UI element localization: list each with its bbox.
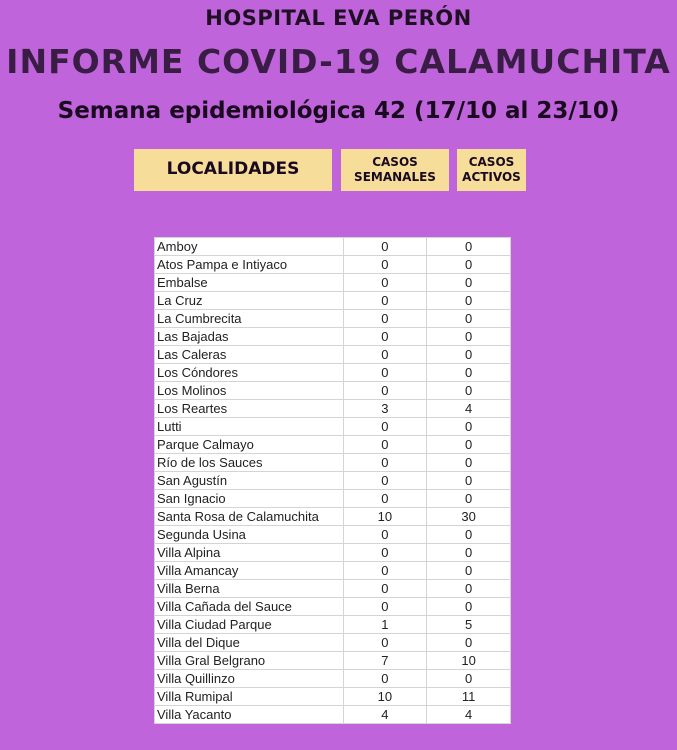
- localidad-cell: Villa Ciudad Parque: [155, 616, 344, 634]
- casos-activos-cell: 0: [427, 382, 511, 400]
- table-row: [155, 688, 511, 706]
- localidad-cell: Villa Gral Belgrano: [155, 652, 344, 670]
- casos-activos-cell: 0: [427, 670, 511, 688]
- localidad-cell: Villa Berna: [155, 580, 344, 598]
- localidad-cell: Amboy: [155, 238, 344, 256]
- casos-semanales-cell: 0: [343, 670, 427, 688]
- casos-semanales-cell: 0: [343, 454, 427, 472]
- table-row: [155, 634, 511, 652]
- casos-activos-cell: 4: [427, 400, 511, 418]
- table-row: [155, 238, 511, 256]
- casos-semanales-cell: 3: [343, 400, 427, 418]
- casos-activos-cell: 0: [427, 544, 511, 562]
- cases-table: [154, 237, 511, 724]
- casos-semanales-cell: 0: [343, 382, 427, 400]
- localidad-cell: Lutti: [155, 418, 344, 436]
- table-row: [155, 490, 511, 508]
- table-row: [155, 616, 511, 634]
- table-row: [155, 418, 511, 436]
- localidad-cell: Villa Alpina: [155, 544, 344, 562]
- localidad-cell: La Cruz: [155, 292, 344, 310]
- casos-semanales-cell: 10: [343, 508, 427, 526]
- casos-semanales-cell: 0: [343, 274, 427, 292]
- table-row: [155, 706, 511, 724]
- table-row: [155, 400, 511, 418]
- casos-semanales-cell: 0: [343, 436, 427, 454]
- casos-activos-cell: 4: [427, 706, 511, 724]
- casos-semanales-cell: 0: [343, 634, 427, 652]
- casos-activos-cell: 11: [427, 688, 511, 706]
- table-row: [155, 328, 511, 346]
- table-row: [155, 472, 511, 490]
- table-row: [155, 598, 511, 616]
- casos-semanales-cell: 7: [343, 652, 427, 670]
- casos-activos-cell: 10: [427, 652, 511, 670]
- casos-activos-cell: 0: [427, 490, 511, 508]
- table-row: [155, 292, 511, 310]
- localidad-cell: San Ignacio: [155, 490, 344, 508]
- casos-activos-cell: 0: [427, 472, 511, 490]
- table-row: [155, 562, 511, 580]
- table-row: [155, 256, 511, 274]
- localidad-cell: Los Molinos: [155, 382, 344, 400]
- casos-semanales-cell: 0: [343, 418, 427, 436]
- casos-activos-cell: 0: [427, 310, 511, 328]
- localidad-cell: Las Bajadas: [155, 328, 344, 346]
- table-row: [155, 526, 511, 544]
- table-row: [155, 436, 511, 454]
- casos-activos-cell: 0: [427, 418, 511, 436]
- casos-activos-cell: 0: [427, 256, 511, 274]
- localidad-cell: Los Reartes: [155, 400, 344, 418]
- casos-semanales-cell: 0: [343, 544, 427, 562]
- week-subtitle: Semana epidemiológica 42 (17/10 al 23/10): [57, 98, 620, 124]
- casos-semanales-cell: 4: [343, 706, 427, 724]
- column-header-localidades: LOCALIDADES: [134, 149, 332, 191]
- localidad-cell: Villa del Dique: [155, 634, 344, 652]
- localidad-cell: Villa Yacanto: [155, 706, 344, 724]
- localidad-cell: Villa Amancay: [155, 562, 344, 580]
- table-row: [155, 652, 511, 670]
- localidad-cell: Santa Rosa de Calamuchita: [155, 508, 344, 526]
- localidad-cell: San Agustín: [155, 472, 344, 490]
- casos-semanales-cell: 0: [343, 490, 427, 508]
- column-header-casos-semanales: CASOS SEMANALES: [341, 149, 449, 191]
- casos-activos-cell: 0: [427, 346, 511, 364]
- localidad-cell: Villa Quillinzo: [155, 670, 344, 688]
- casos-activos-cell: 0: [427, 580, 511, 598]
- table-row: [155, 580, 511, 598]
- table-row: [155, 310, 511, 328]
- casos-semanales-cell: 10: [343, 688, 427, 706]
- localidad-cell: Los Cóndores: [155, 364, 344, 382]
- localidad-cell: Parque Calmayo: [155, 436, 344, 454]
- casos-semanales-cell: 0: [343, 292, 427, 310]
- casos-activos-cell: 0: [427, 328, 511, 346]
- casos-activos-cell: 30: [427, 508, 511, 526]
- casos-semanales-cell: 0: [343, 472, 427, 490]
- localidad-cell: Atos Pampa e Intiyaco: [155, 256, 344, 274]
- column-header-casos-activos: CASOS ACTIVOS: [457, 149, 526, 191]
- casos-semanales-cell: 0: [343, 598, 427, 616]
- table-row: [155, 670, 511, 688]
- casos-activos-cell: 0: [427, 562, 511, 580]
- table-row: [155, 364, 511, 382]
- casos-semanales-cell: 0: [343, 328, 427, 346]
- table-row: [155, 454, 511, 472]
- casos-semanales-cell: 1: [343, 616, 427, 634]
- localidad-cell: Villa Cañada del Sauce: [155, 598, 344, 616]
- casos-semanales-cell: 0: [343, 562, 427, 580]
- localidad-cell: Segunda Usina: [155, 526, 344, 544]
- casos-semanales-cell: 0: [343, 238, 427, 256]
- casos-semanales-cell: 0: [343, 310, 427, 328]
- table-row: [155, 346, 511, 364]
- report-title: INFORME COVID-19 CALAMUCHITA: [6, 42, 671, 81]
- table-row: [155, 544, 511, 562]
- casos-activos-cell: 0: [427, 292, 511, 310]
- table-row: [155, 274, 511, 292]
- table-row: [155, 508, 511, 526]
- casos-semanales-cell: 0: [343, 526, 427, 544]
- casos-activos-cell: 0: [427, 436, 511, 454]
- localidad-cell: Río de los Sauces: [155, 454, 344, 472]
- localidad-cell: Villa Rumipal: [155, 688, 344, 706]
- casos-activos-cell: 0: [427, 364, 511, 382]
- casos-semanales-cell: 0: [343, 346, 427, 364]
- casos-activos-cell: 0: [427, 454, 511, 472]
- table-row: [155, 382, 511, 400]
- casos-activos-cell: 0: [427, 238, 511, 256]
- localidad-cell: La Cumbrecita: [155, 310, 344, 328]
- hospital-name: HOSPITAL EVA PERÓN: [205, 6, 472, 30]
- casos-semanales-cell: 0: [343, 364, 427, 382]
- casos-activos-cell: 0: [427, 526, 511, 544]
- casos-activos-cell: 0: [427, 274, 511, 292]
- casos-activos-cell: 0: [427, 634, 511, 652]
- casos-activos-cell: 5: [427, 616, 511, 634]
- casos-activos-cell: 0: [427, 598, 511, 616]
- localidad-cell: Embalse: [155, 274, 344, 292]
- casos-semanales-cell: 0: [343, 256, 427, 274]
- localidad-cell: Las Caleras: [155, 346, 344, 364]
- cases-table-body: [155, 238, 511, 724]
- casos-semanales-cell: 0: [343, 580, 427, 598]
